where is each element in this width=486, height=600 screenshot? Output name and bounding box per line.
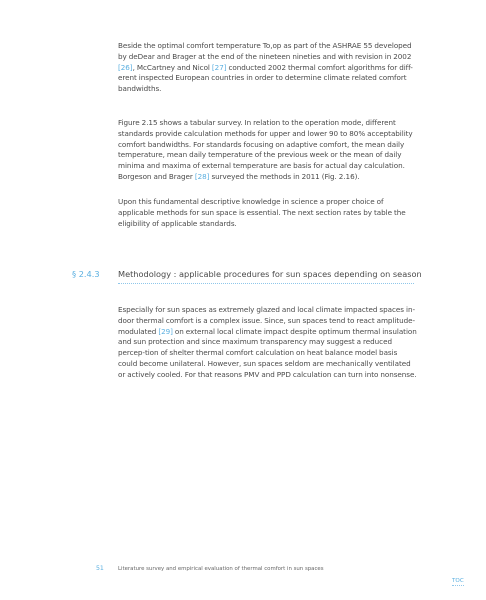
body-paragraph-1 [118,41,418,95]
section-heading [0,269,486,287]
body-paragraph-2 [118,118,418,183]
citation-link-27[interactable]: [27] [211,62,227,72]
body-paragraph-3 [118,197,418,229]
paragraph-text: on external local climate impact despite optimum thermal insulation and sun protection and since maximum transparency may suggest a reduced percep-tion of shelter thermal comfort calculation on heat balance model basis could become unilateral. However, sun spaces seldom are mechanically ventilated or actively cooled. For that reasons PMV and PPD calculation can turn into nonsense. [118,326,417,379]
section-number: § 2.4.3 [72,269,100,279]
paragraph-text: , McCartney and Nicol [132,62,212,72]
section-divider [118,283,414,284]
citation-link-28[interactable]: [28] [194,171,210,181]
paragraph-text: Beside the optimal comfort temperature To,op as part of the ASHRAE 55 developed by deDear and Brager at the end of the nineteen nineties and with revision in 2002 [118,41,412,61]
paragraph-text: conducted 2002 thermal comfort algorithms for diff-erent inspected European countries in order to determine climate related comfort bandwidths. [118,62,413,94]
section-title: Methodology : applicable procedures for sun spaces depending on season [118,269,422,279]
toc-link[interactable]: TOC [452,578,464,584]
paragraph-text: Upon this fundamental descriptive knowledge in science a proper choice of applicable methods for sun space is essential. The next section rates by table the eligibility of applicable standards. [118,197,406,228]
citation-link-29[interactable]: [29] [158,326,173,336]
body-paragraph-4 [118,305,418,381]
paragraph-text: Figure 2.15 shows a tabular survey. In relation to the operation mode, different standards provide calculation methods for upper and lower 90 to 80% acceptability comfort bandwidths. For standards focusing on adaptive comfort, the mean daily temperature, mean daily temperature of the previous week or the mean of daily minima and maxima of external temperature are basis for actual day calculation. Borgeson and Brager [118,118,413,181]
running-footer-title: Literature survey and empirical evaluation of thermal comfort in sun spaces [118,566,324,572]
page-number: 51 [96,565,104,572]
paragraph-text: surveyed the methods in 2011 (Fig. 2.16). [209,171,360,181]
citation-link-26[interactable]: [26] [118,62,133,72]
paragraph-text: Especially for sun spaces as extremely glazed and local climate impacted spaces in-door thermal comfort is a complex issue. Since, sun spaces tend to react amplitude-modulated [118,305,416,336]
